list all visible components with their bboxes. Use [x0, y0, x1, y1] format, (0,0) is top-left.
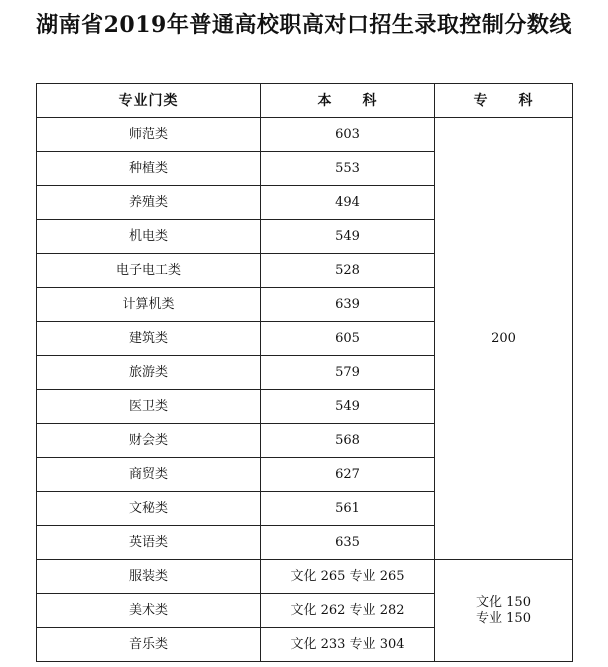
undergrad-score-cell: 639: [261, 288, 435, 322]
major-cell: 旅游类: [37, 356, 261, 390]
undergrad-score-cell: 568: [261, 424, 435, 458]
specialty-arts-culture: 文化 150: [476, 594, 531, 610]
specialty-arts-major: 专业 150: [476, 610, 531, 626]
specialty-score-arts: [435, 560, 573, 662]
undergrad-score-cell: 635: [261, 526, 435, 560]
table-row: [37, 560, 573, 594]
major-cell: 建筑类: [37, 322, 261, 356]
undergrad-score-cell: 文化 262 专业 282: [261, 594, 435, 628]
table-row: [37, 118, 573, 152]
undergrad-score-cell: 文化 233 专业 304: [261, 628, 435, 662]
major-cell: 财会类: [37, 424, 261, 458]
major-cell: 养殖类: [37, 186, 261, 220]
major-cell: 计算机类: [37, 288, 261, 322]
header-specialty: 专 科: [435, 84, 573, 118]
undergrad-score-cell: 528: [261, 254, 435, 288]
major-cell: 商贸类: [37, 458, 261, 492]
major-cell: 机电类: [37, 220, 261, 254]
undergrad-score-cell: 579: [261, 356, 435, 390]
undergrad-score-cell: 文化 265 专业 265: [261, 560, 435, 594]
major-cell: 种植类: [37, 152, 261, 186]
table-header-row: [37, 84, 573, 118]
undergrad-score-cell: 605: [261, 322, 435, 356]
major-cell: 电子电工类: [37, 254, 261, 288]
major-cell: 音乐类: [37, 628, 261, 662]
major-cell: 医卫类: [37, 390, 261, 424]
major-cell: 文秘类: [37, 492, 261, 526]
undergrad-score-cell: 494: [261, 186, 435, 220]
page-title: 湖南省2019年普通高校职高对口招生录取控制分数线: [36, 12, 572, 38]
undergrad-score-cell: 603: [261, 118, 435, 152]
score-table: [36, 83, 573, 662]
header-undergrad: 本 科: [261, 84, 435, 118]
undergrad-score-cell: 553: [261, 152, 435, 186]
undergrad-score-cell: 549: [261, 220, 435, 254]
major-cell: 英语类: [37, 526, 261, 560]
major-cell: 师范类: [37, 118, 261, 152]
major-cell: 服装类: [37, 560, 261, 594]
undergrad-score-cell: 549: [261, 390, 435, 424]
undergrad-score-cell: 627: [261, 458, 435, 492]
undergrad-score-cell: 561: [261, 492, 435, 526]
header-major: 专业门类: [37, 84, 261, 118]
major-cell: 美术类: [37, 594, 261, 628]
specialty-score-general: 200: [435, 118, 573, 560]
